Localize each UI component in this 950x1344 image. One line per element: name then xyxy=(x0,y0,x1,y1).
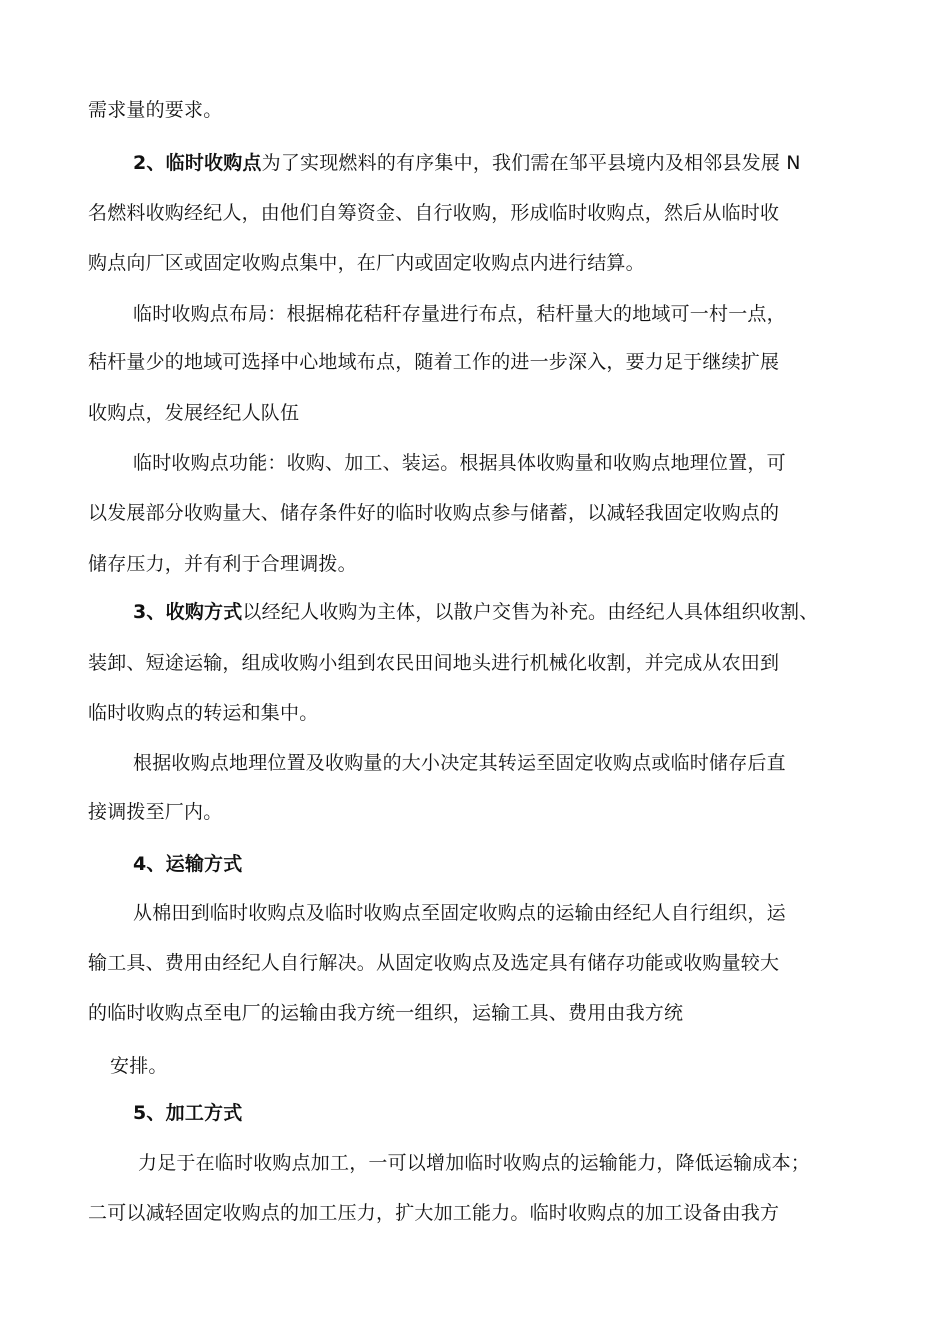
text-line: 购点向厂区或固定收购点集中，在厂内或固定收购点内进行结算。 xyxy=(88,252,645,274)
text-line: 收购点，发展经纪人队伍 xyxy=(88,402,300,424)
text-line: 从棉田到临时收购点及临时收购点至固定收购点的运输由经纪人自行组织，运 xyxy=(133,902,786,924)
text-line: 临时收购点布局：根据棉花秸秆存量进行布点，秸杆量大的地域可一村一点， xyxy=(133,303,786,325)
text-span: 以经纪人收购为主体，以散户交售为补充。由经纪人具体组织收割、 xyxy=(242,601,819,623)
text-line: 装卸、短途运输，组成收购小组到农民田间地头进行机械化收割，并完成从农田到 xyxy=(88,652,780,674)
text-line: 力足于在临时收购点加工，一可以增加临时收购点的运输能力，降低运输成本； xyxy=(138,1152,811,1174)
text-line: 接调拨至厂内。 xyxy=(88,801,223,823)
text-line: 以发展部分收购量大、储存条件好的临时收购点参与储蓄，以减轻我固定收购点的 xyxy=(88,502,780,524)
text-line: 秸杆量少的地域可选择中心地域布点，随着工作的进一步深入，要力足于继续扩展 xyxy=(88,351,780,373)
text-line: 临时收购点的转运和集中。 xyxy=(88,702,319,724)
text-line: 二可以减轻固定收购点的加工压力，扩大加工能力。临时收购点的加工设备由我方 xyxy=(88,1202,780,1224)
text-line: 需求量的要求。 xyxy=(88,99,223,121)
text-line: 名燃料收购经纪人，由他们自筹资金、自行收购，形成临时收购点，然后从临时收 xyxy=(88,202,780,224)
text-line: 安排。 xyxy=(110,1055,168,1077)
section-heading: 2、临时收购点 xyxy=(133,152,262,174)
text-line: 根据收购点地理位置及收购量的大小决定其转运至固定收购点或临时储存后直 xyxy=(133,752,786,774)
text-line: 临时收购点功能：收购、加工、装运。根据具体收购量和收购点地理位置，可 xyxy=(133,452,786,474)
text-span: 为了实现燃料的有序集中，我们需在邹平县境内及相邻县发展 N xyxy=(261,152,801,174)
text-line xyxy=(133,599,818,625)
text-line: 输工具、费用由经纪人自行解决。从固定收购点及选定具有储存功能或收购量较大 xyxy=(88,952,780,974)
section-heading: 5、加工方式 xyxy=(133,1102,243,1124)
text-line: 的临时收购点至电厂的运输由我方统一组织，运输工具、费用由我方统 xyxy=(88,1002,684,1024)
text-line: 储存压力，并有利于合理调拨。 xyxy=(88,553,357,575)
text-line xyxy=(133,150,801,176)
section-heading: 3、收购方式 xyxy=(133,601,243,623)
section-heading: 4、运输方式 xyxy=(133,853,243,875)
